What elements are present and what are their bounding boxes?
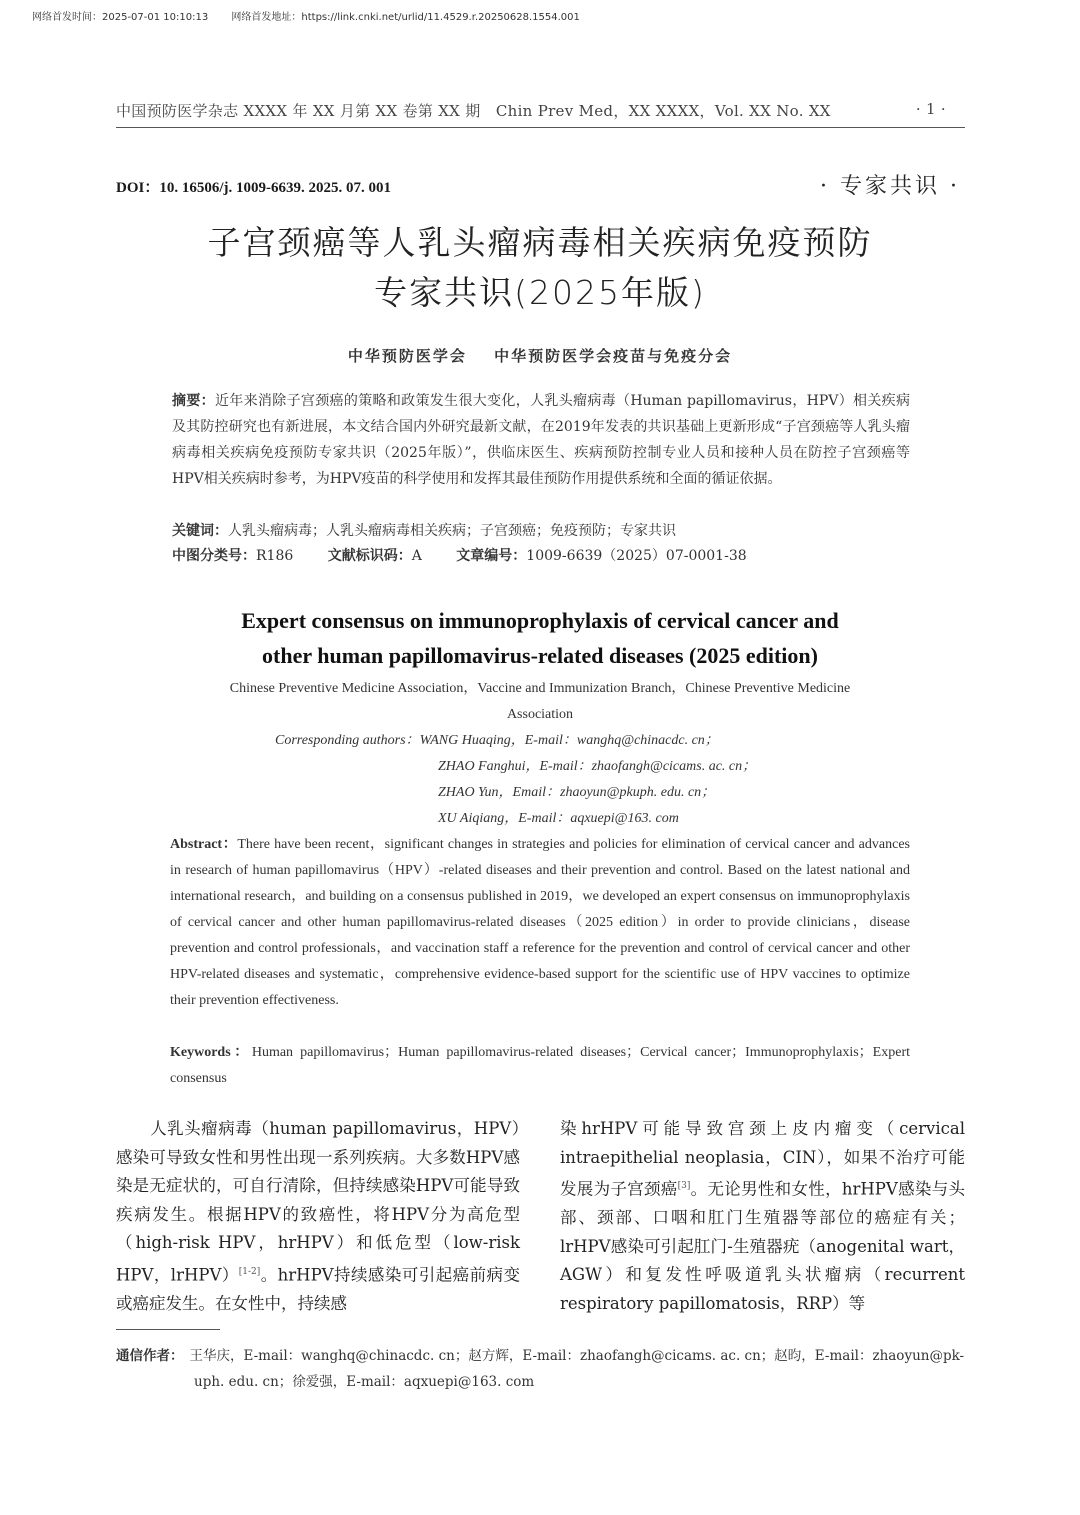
title-line-1: 子宫颈癌等人乳头瘤病毒相关疾病免疫预防 — [207, 223, 873, 262]
online-publish-meta — [32, 8, 600, 23]
footnote-rule — [116, 1329, 220, 1330]
body-right-text-2: 。无论男性和女性，hrHPV感染与头部、颈部、口咽和肛门生殖器等部位的癌症有关；lrHPV感染可引起肛门-生殖器疣（anogenital wart，AGW）和复发性呼吸道乳头状瘤病（recurrent respiratory papillomatosis，RRP）等 — [560, 1179, 965, 1314]
footnote — [116, 1343, 966, 1395]
keywords-en-label: Keywords： — [170, 1045, 252, 1060]
corresponding-line-3: ZHAO Yun，Email：zhaoyun@pkuph. edu. cn； — [438, 785, 716, 800]
classification-row — [172, 545, 777, 565]
body-left-text-1: 人乳头瘤病毒（human papillomavirus，HPV）感染可导致女性和男性出现一系列疾病。大多数HPV感染是无症状的，可自行清除，但持续感染HPV可能导致疾病发生。根据HPV的致癌性，将HPV分为高危型（high-risk HPV，hrHPV）和低危型（low-risk HPV，lrHPV） — [116, 1119, 520, 1285]
abstract-cn-text: 近年来消除子宫颈癌的策略和政策发生很大变化，人乳头瘤病毒（Human papillomavirus，HPV）相关疾病及其防控研究也有新进展，本文结合国内外研究最新文献，在2019年发表的共识基础上更新形成“子宫颈癌等人乳头瘤病毒相关疾病免疫预防专家共识（2025年版）”，供临床医生、疾病预防控制专业人员和接种人员在防控子宫颈癌等HPV相关疾病时参考，为HPV疫苗的科学使用和发挥其最佳预防作用提供系统和全面的循证依据。 — [172, 393, 910, 487]
abstract-cn — [172, 388, 910, 492]
doc-code-label: 文献标识码： — [327, 548, 412, 564]
journal-citation: 中国预防医学杂志 XXXX 年 XX 月第 XX 卷第 XX 期 Chin Prev Med，XX XXXX，Vol. XX No. XX — [116, 102, 831, 120]
keywords-cn-text: 人乳头瘤病毒；人乳头瘤病毒相关疾病；子宫颈癌；免疫预防；专家共识 — [228, 523, 676, 539]
header-rule — [116, 127, 965, 128]
doi[interactable]: DOI：10. 16506/j. 1009-6639. 2025. 07. 001 — [116, 180, 391, 196]
english-title — [0, 603, 1080, 673]
keywords-cn-label: 关键词： — [172, 523, 228, 539]
title-line-2: 专家共识(2025年版) — [374, 273, 706, 312]
body-left-text-2: 。hrHPV持续感染可引起癌前病变或癌症发生。在女性中，持续感 — [116, 1265, 520, 1314]
footnote-label: 通信作者： — [116, 1348, 184, 1364]
corresponding-line-1: WANG Huaqing，E-mail：wanghq@chinacdc. cn； — [419, 733, 719, 748]
publish-url[interactable]: 网络首发地址：https://link.cnki.net/urlid/11.4529.r.20250628.1554.001 — [231, 12, 580, 23]
publish-time: 网络首发时间：2025-07-01 10:10:13 — [32, 12, 209, 23]
doc-code-value: A — [411, 548, 422, 564]
section-label: · 专家共识 · — [820, 174, 960, 199]
corresponding-line-4: XU Aiqiang，E-mail：aqxuepi@163. com — [438, 811, 679, 826]
footnote-text: 王华庆，E-mail：wanghq@chinacdc. cn；赵方辉，E-mail：zhaofangh@cicams. ac. cn；赵昀，E-mail：zhaoyun@pk- — [189, 1348, 965, 1364]
page-number: · 1 · — [915, 100, 946, 118]
clc-label: 中图分类号： — [172, 548, 256, 564]
keywords-en — [170, 1040, 910, 1092]
corresponding-authors — [275, 728, 756, 832]
body-column-right — [560, 1115, 965, 1319]
abstract-en-text: There have been recent，significant changes in strategies and policies for elimination of cervical cancer and advances in research of human papillomavirus（HPV）-related diseases and their prevention and control. Based on the latest national and international research，and building on a consensus published in 2019，we developed an expert consensus on immunoprophylaxis of cervical cancer and other human papillomavirus-related diseases（2025 edition）in order to provide clinicians，disease prevention and control professionals，and vaccination staff a reference for the prevention and control of cervical cancer and other HPV-related diseases and systematic，comprehensive evidence-based support for the scientific use of HPV vaccines to optimize their prevention effectiveness. — [170, 837, 910, 1008]
clc-value: R186 — [256, 548, 294, 564]
keywords-en-text: Human papillomavirus；Human papillomavirus-related diseases；Cervical cancer；Immunoprophylaxis；Expert consensus — [170, 1045, 910, 1086]
body-right-text-1: 染hrHPV可能导致宫颈上皮内瘤变（cervical intraepithelial neoplasia，CIN），如果不治疗可能发展为子宫颈癌 — [560, 1119, 965, 1199]
citation-ref[interactable]: [1-2] — [238, 1266, 261, 1277]
author-list — [0, 345, 1080, 366]
author-2: 中华预防医学会疫苗与免疫分会 — [494, 347, 733, 365]
citation-ref[interactable]: [3] — [677, 1181, 691, 1192]
keywords-cn — [172, 518, 910, 544]
running-head — [116, 100, 964, 121]
abstract-en — [170, 832, 910, 1014]
article-no-value: 1009-6639（2025）07-0001-38 — [526, 548, 747, 564]
article-no-label: 文章编号： — [456, 548, 527, 564]
article-title — [0, 218, 1080, 318]
en-title-line-1: Expert consensus on immunoprophylaxis of cervical cancer and — [241, 608, 839, 633]
english-affiliation: Chinese Preventive Medicine Association，Vaccine and Immunization Branch，Chinese Preventive Medicine Association — [229, 681, 851, 722]
corresponding-line-2: ZHAO Fanghui，E-mail：zhaofangh@cicams. ac. cn； — [438, 759, 757, 774]
en-title-line-2: other human papillomavirus-related diseases (2025 edition) — [262, 643, 818, 668]
abstract-cn-label: 摘要： — [172, 393, 215, 409]
author-1: 中华预防医学会 — [347, 347, 467, 365]
footnote-text-cont: uph. edu. cn；徐爱强，E-mail：aqxuepi@163. com — [194, 1374, 535, 1390]
corresponding-label: Corresponding authors： — [275, 733, 420, 748]
abstract-en-label: Abstract： — [170, 837, 238, 852]
body-column-left — [116, 1115, 520, 1319]
